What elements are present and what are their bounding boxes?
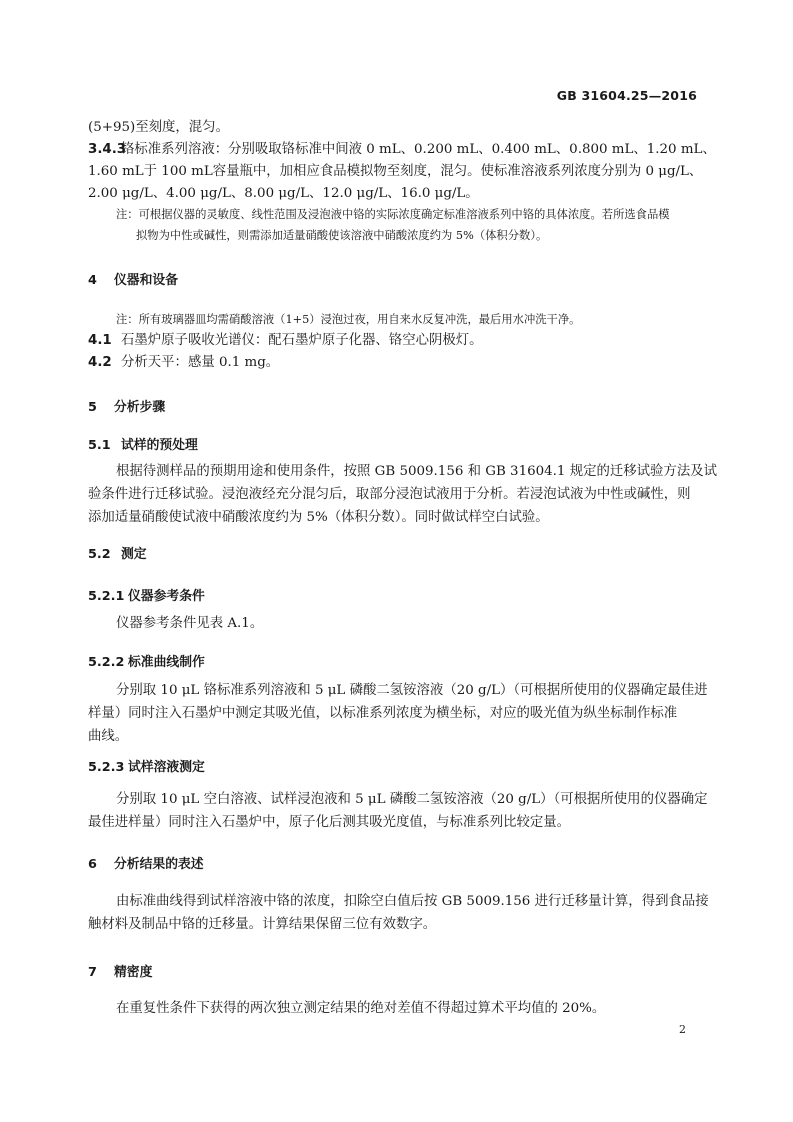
- paragraph-line: 最佳进样量）同时注入石墨炉中，原子化后测其吸光度值，与标准系列比较定量。: [88, 815, 571, 830]
- section-heading-7: [88, 961, 152, 980]
- paragraph-line: 分别取 10 μL 铬标准系列溶液和 5 μL 磷酸二氢铵溶液（20 g/L）（可根据所使用的仪器确定最佳进: [116, 683, 708, 698]
- section-number: 5: [88, 400, 97, 415]
- section-title: 仪器和设备: [114, 273, 178, 288]
- section-number: 4: [88, 273, 97, 288]
- note-line: 拟物为中性或碱性，则需添加适量硝酸使该溶液中硝酸浓度约为 5%（体积分数）。: [136, 229, 548, 242]
- section-title: 分析结果的表述: [114, 857, 204, 872]
- clause-3-4-3: [88, 139, 716, 161]
- clause-number: 4.2: [88, 355, 112, 370]
- section-number: 7: [88, 965, 97, 980]
- paragraph-line: 分析天平：感量 0.1 mg。: [121, 355, 280, 370]
- paragraph-line: 触材料及制品中铬的迁移量。计算结果保留三位有效数字。: [88, 917, 437, 932]
- clause-number: 3.4.3: [88, 142, 127, 157]
- clause-4-2: [88, 352, 279, 374]
- paragraph-line: 在重复性条件下获得的两次独立测定结果的绝对差值不得超过算术平均值的 20%。: [116, 1001, 606, 1016]
- clause-4-1: [88, 330, 483, 352]
- paragraph-line: 曲线。: [88, 729, 129, 744]
- section-title: 精密度: [114, 965, 153, 980]
- paragraph-line: 验条件进行迁移试验。浸泡液经充分混匀后，取部分浸泡试液用于分析。若浸泡试液为中性或碱性，则: [88, 487, 691, 502]
- paragraph-line: 铬标准系列溶液：分别吸取铬标准中间液 0 mL、0.200 mL、0.400 mL、0.800 mL、1.20 mL、: [121, 142, 716, 157]
- subsection-heading-5-2-2: [88, 651, 205, 670]
- section-heading-6: [88, 853, 204, 872]
- paragraph-line: 样量）同时注入石墨炉中测定其吸光值，以标准系列浓度为横坐标，对应的吸光值为纵坐标制作标准: [88, 706, 678, 721]
- paragraph-line: 仪器参考条件见表 A.1。: [116, 616, 264, 631]
- clause-number: 4.1: [88, 333, 112, 348]
- subsection-heading-5-2-1: [88, 585, 205, 604]
- standard-code: GB 31604.25—2016: [556, 88, 697, 103]
- subsection-heading-5-2-3: [88, 756, 205, 775]
- section-title: 仪器参考条件: [128, 589, 205, 604]
- page-number: 2: [679, 1023, 686, 1036]
- subsection-heading-5-1: [88, 434, 198, 453]
- section-title: 试样溶液测定: [128, 760, 205, 775]
- paragraph-line: (5+95)至刻度，混匀。: [88, 120, 229, 135]
- section-number: 6: [88, 857, 97, 872]
- section-heading-5: [88, 396, 165, 415]
- section-title: 试样的预处理: [121, 438, 198, 453]
- paragraph-line: 添加适量硝酸使试液中硝酸浓度约为 5%（体积分数）。同时做试样空白试验。: [88, 510, 549, 525]
- section-number: 5.2.2: [88, 655, 125, 670]
- section-title: 测定: [121, 547, 147, 562]
- section-number: 5.1: [88, 438, 111, 453]
- section-number: 5.2.3: [88, 760, 125, 775]
- section-title: 标准曲线制作: [128, 655, 205, 670]
- subsection-heading-5-2: [88, 543, 147, 562]
- paragraph-line: 石墨炉原子吸收光谱仪：配石墨炉原子化器、铬空心阴极灯。: [121, 333, 483, 348]
- section-heading-4: [88, 269, 178, 288]
- note-line: 注：可根据仪器的灵敏度、线性范围及浸泡液中铬的实际浓度确定标准溶液系列中铬的具体浓度。若所选食品模: [116, 208, 670, 221]
- note-line: 注：所有玻璃器皿均需硝酸溶液（1+5）浸泡过夜，用自来水反复冲洗，最后用水冲洗干净。: [116, 313, 581, 326]
- section-number: 5.2.1: [88, 589, 125, 604]
- paragraph-line: 根据待测样品的预期用途和使用条件，按照 GB 5009.156 和 GB 31604.1 规定的迁移试验方法及试: [116, 464, 717, 479]
- paragraph-line: 1.60 mL于 100 mL容量瓶中，加相应食品模拟物至刻度，混匀。使标准溶液系列浓度分别为 0 μg/L、: [88, 164, 703, 179]
- paragraph-line: 2.00 μg/L、4.00 μg/L、8.00 μg/L、12.0 μg/L、16.0 μg/L。: [88, 186, 479, 201]
- section-number: 5.2: [88, 547, 111, 562]
- section-title: 分析步骤: [114, 400, 166, 415]
- paragraph-line: 分别取 10 μL 空白溶液、试样浸泡液和 5 μL 磷酸二氢铵溶液（20 g/L）（可根据所使用的仪器确定: [116, 792, 708, 807]
- paragraph-line: 由标准曲线得到试样溶液中铬的浓度，扣除空白值后按 GB 5009.156 进行迁移量计算，得到食品接: [116, 894, 709, 909]
